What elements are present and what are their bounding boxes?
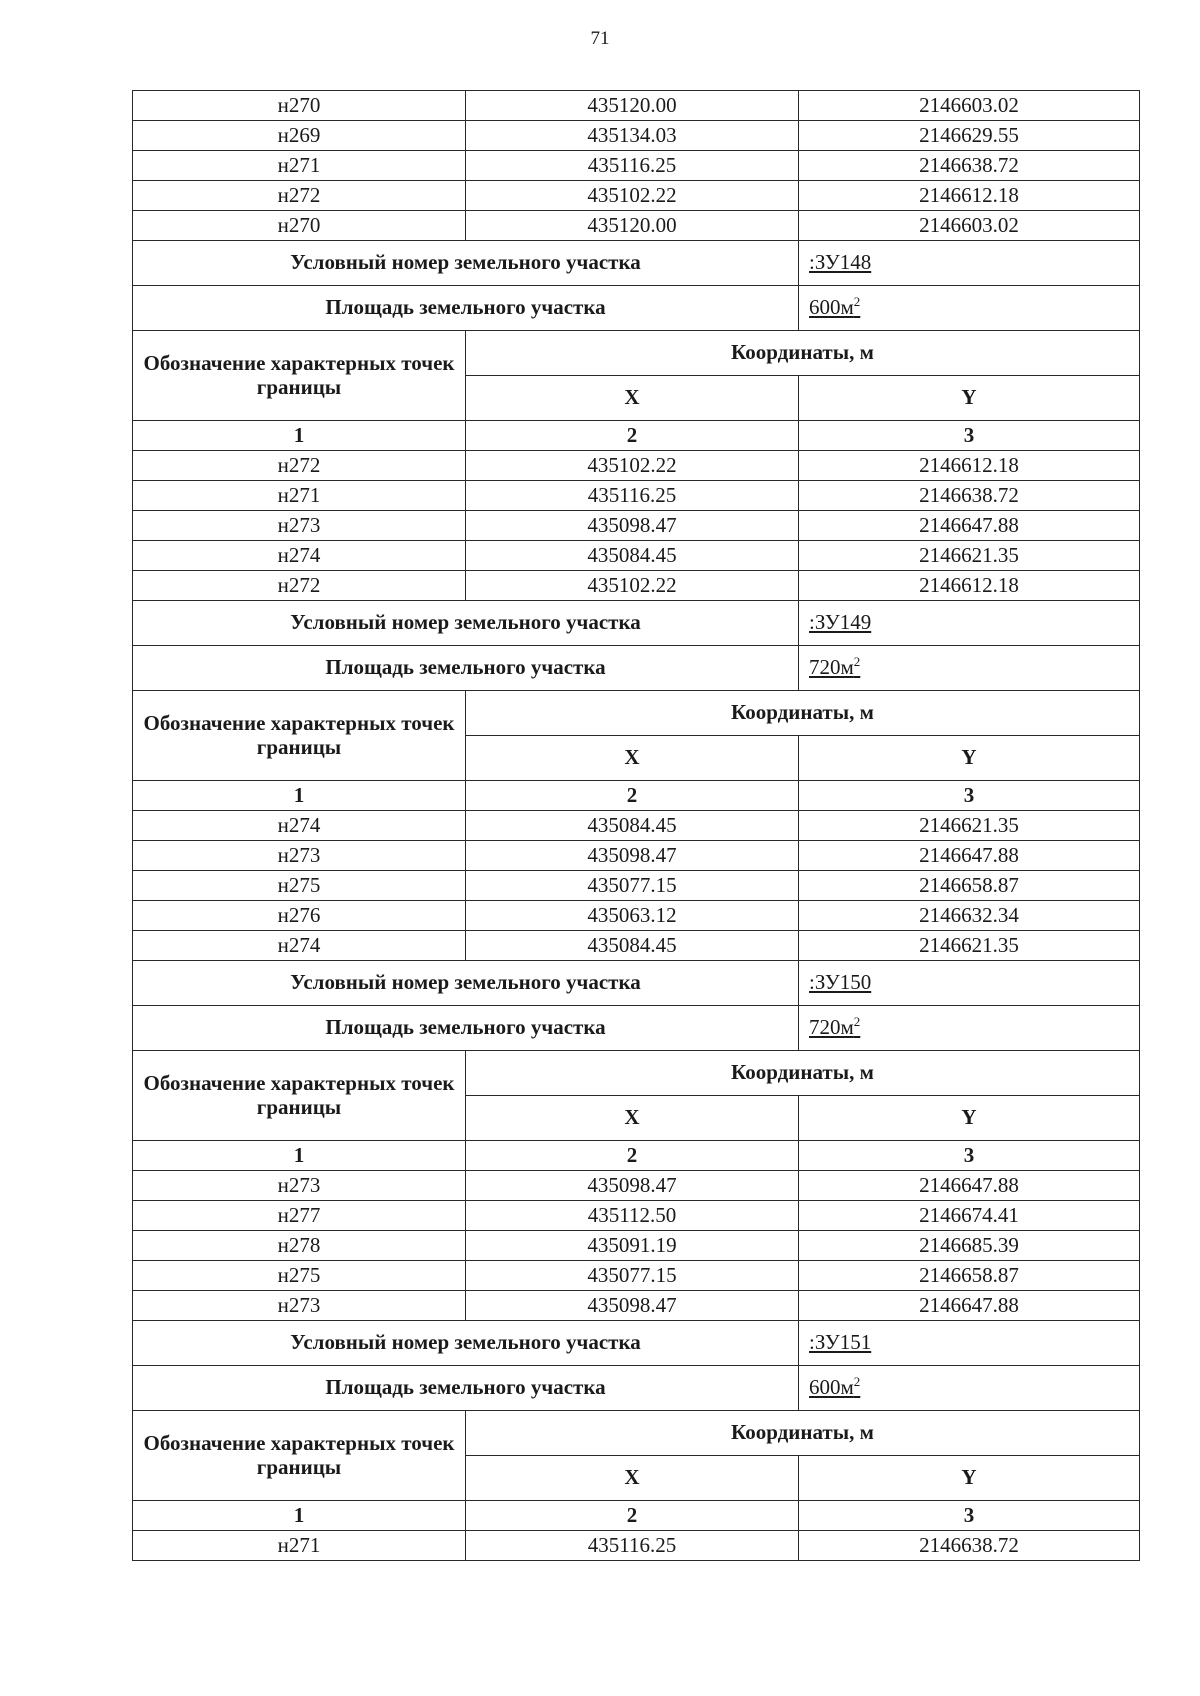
point-cell: н273 bbox=[133, 841, 466, 871]
point-cell: н274 bbox=[133, 541, 466, 571]
parcel-id: :ЗУ151 bbox=[809, 1330, 872, 1355]
table-row bbox=[133, 1261, 1140, 1291]
table-row bbox=[133, 1231, 1140, 1261]
parcel-area bbox=[809, 1375, 860, 1399]
parcel-area-row bbox=[133, 1006, 1140, 1051]
point-cell: н273 bbox=[133, 511, 466, 541]
y-cell: 2146603.02 bbox=[799, 91, 1140, 121]
parcel-area bbox=[809, 295, 860, 319]
y-cell: 2146612.18 bbox=[799, 451, 1140, 481]
coords-header: Координаты, м bbox=[466, 331, 1140, 376]
y-header: Y bbox=[799, 736, 1140, 781]
x-cell: 435077.15 bbox=[466, 871, 799, 901]
points-header: Обозначение характерных точек границы bbox=[133, 691, 466, 781]
parcel-area-row bbox=[133, 1366, 1140, 1411]
point-cell: н273 bbox=[133, 1171, 466, 1201]
x-cell: 435102.22 bbox=[466, 571, 799, 601]
table-row bbox=[133, 1291, 1140, 1321]
x-header: X bbox=[466, 1456, 799, 1501]
parcel-number-value bbox=[799, 961, 1140, 1006]
parcel-area-value bbox=[799, 646, 1140, 691]
x-header: X bbox=[466, 736, 799, 781]
point-cell: н275 bbox=[133, 1261, 466, 1291]
parcel-area-value bbox=[799, 1366, 1140, 1411]
column-number-row bbox=[133, 1141, 1140, 1171]
parcel-area-value bbox=[799, 1006, 1140, 1051]
area-unit: м bbox=[840, 655, 854, 680]
column-number-3: 3 bbox=[799, 421, 1140, 451]
column-number-row bbox=[133, 1501, 1140, 1531]
y-cell: 2146638.72 bbox=[799, 1531, 1140, 1561]
x-cell: 435098.47 bbox=[466, 1171, 799, 1201]
y-cell: 2146621.35 bbox=[799, 931, 1140, 961]
parcel-number-row bbox=[133, 601, 1140, 646]
points-header: Обозначение характерных точек границы bbox=[133, 331, 466, 421]
y-cell: 2146629.55 bbox=[799, 121, 1140, 151]
y-cell: 2146612.18 bbox=[799, 571, 1140, 601]
area-unit: м bbox=[840, 1015, 854, 1040]
parcel-number-value bbox=[799, 601, 1140, 646]
parcel-area-row bbox=[133, 286, 1140, 331]
y-header: Y bbox=[799, 376, 1140, 421]
point-cell: н270 bbox=[133, 91, 466, 121]
column-number-2: 2 bbox=[466, 1501, 799, 1531]
column-number-row bbox=[133, 781, 1140, 811]
y-cell: 2146647.88 bbox=[799, 511, 1140, 541]
parcel-area-label: Площадь земельного участка bbox=[133, 1366, 799, 1411]
parcel-area-row bbox=[133, 646, 1140, 691]
parcel-area bbox=[809, 655, 860, 679]
x-cell: 435102.22 bbox=[466, 451, 799, 481]
column-number-1: 1 bbox=[133, 781, 466, 811]
point-cell: н276 bbox=[133, 901, 466, 931]
table-row bbox=[133, 511, 1140, 541]
area-exponent: 2 bbox=[853, 294, 861, 310]
parcel-area-label: Площадь земельного участка bbox=[133, 1006, 799, 1051]
table-row bbox=[133, 181, 1140, 211]
area-unit: м bbox=[840, 1375, 854, 1400]
point-cell: н277 bbox=[133, 1201, 466, 1231]
coords-header: Координаты, м bbox=[466, 1051, 1140, 1096]
x-cell: 435091.19 bbox=[466, 1231, 799, 1261]
page-number: 71 bbox=[590, 28, 610, 49]
points-header: Обозначение характерных точек границы bbox=[133, 1411, 466, 1501]
table-row bbox=[133, 91, 1140, 121]
parcel-number-label: Условный номер земельного участка bbox=[133, 601, 799, 646]
point-cell: н278 bbox=[133, 1231, 466, 1261]
coords-header: Координаты, м bbox=[466, 691, 1140, 736]
table-row bbox=[133, 1531, 1140, 1561]
table-row bbox=[133, 121, 1140, 151]
x-cell: 435120.00 bbox=[466, 211, 799, 241]
parcel-area bbox=[809, 1015, 860, 1039]
parcel-area-label: Площадь земельного участка bbox=[133, 286, 799, 331]
table-row bbox=[133, 151, 1140, 181]
area-exponent: 2 bbox=[853, 1014, 861, 1030]
y-cell: 2146658.87 bbox=[799, 871, 1140, 901]
x-cell: 435084.45 bbox=[466, 931, 799, 961]
coordinates-table bbox=[132, 90, 1140, 1561]
parcel-area-value bbox=[799, 286, 1140, 331]
point-cell: н272 bbox=[133, 181, 466, 211]
point-cell: н271 bbox=[133, 151, 466, 181]
y-header: Y bbox=[799, 1096, 1140, 1141]
parcel-number-row bbox=[133, 241, 1140, 286]
y-cell: 2146632.34 bbox=[799, 901, 1140, 931]
x-cell: 435134.03 bbox=[466, 121, 799, 151]
table-row bbox=[133, 931, 1140, 961]
point-cell: н269 bbox=[133, 121, 466, 151]
area-unit: м bbox=[840, 295, 854, 320]
y-cell: 2146638.72 bbox=[799, 481, 1140, 511]
column-number-row bbox=[133, 421, 1140, 451]
x-header: X bbox=[466, 1096, 799, 1141]
x-cell: 435063.12 bbox=[466, 901, 799, 931]
point-cell: н273 bbox=[133, 1291, 466, 1321]
x-cell: 435098.47 bbox=[466, 841, 799, 871]
area-number: 720 bbox=[809, 1015, 841, 1040]
table-row bbox=[133, 571, 1140, 601]
point-cell: н274 bbox=[133, 811, 466, 841]
x-cell: 435120.00 bbox=[466, 91, 799, 121]
y-cell: 2146658.87 bbox=[799, 1261, 1140, 1291]
x-cell: 435116.25 bbox=[466, 151, 799, 181]
parcel-number-label: Условный номер земельного участка bbox=[133, 241, 799, 286]
column-number-1: 1 bbox=[133, 1501, 466, 1531]
y-cell: 2146647.88 bbox=[799, 1291, 1140, 1321]
x-cell: 435084.45 bbox=[466, 541, 799, 571]
table-row bbox=[133, 211, 1140, 241]
coords-header-row bbox=[133, 691, 1140, 736]
y-cell: 2146638.72 bbox=[799, 151, 1140, 181]
y-cell: 2146647.88 bbox=[799, 1171, 1140, 1201]
coords-header-row bbox=[133, 1411, 1140, 1456]
y-cell: 2146621.35 bbox=[799, 541, 1140, 571]
column-number-3: 3 bbox=[799, 1501, 1140, 1531]
x-cell: 435116.25 bbox=[466, 1531, 799, 1561]
y-cell: 2146685.39 bbox=[799, 1231, 1140, 1261]
area-number: 720 bbox=[809, 655, 841, 680]
area-number: 600 bbox=[809, 1375, 841, 1400]
coords-header: Координаты, м bbox=[466, 1411, 1140, 1456]
column-number-2: 2 bbox=[466, 781, 799, 811]
y-cell: 2146674.41 bbox=[799, 1201, 1140, 1231]
point-cell: н272 bbox=[133, 451, 466, 481]
points-header: Обозначение характерных точек границы bbox=[133, 1051, 466, 1141]
point-cell: н271 bbox=[133, 1531, 466, 1561]
point-cell: н272 bbox=[133, 571, 466, 601]
table-row bbox=[133, 1171, 1140, 1201]
table-row bbox=[133, 841, 1140, 871]
x-cell: 435102.22 bbox=[466, 181, 799, 211]
table-row bbox=[133, 811, 1140, 841]
x-cell: 435116.25 bbox=[466, 481, 799, 511]
area-number: 600 bbox=[809, 295, 841, 320]
point-cell: н270 bbox=[133, 211, 466, 241]
point-cell: н275 bbox=[133, 871, 466, 901]
table-row bbox=[133, 901, 1140, 931]
table-row bbox=[133, 541, 1140, 571]
table-row bbox=[133, 451, 1140, 481]
parcel-number-label: Условный номер земельного участка bbox=[133, 961, 799, 1006]
parcel-number-row bbox=[133, 1321, 1140, 1366]
x-cell: 435098.47 bbox=[466, 511, 799, 541]
parcel-number-value bbox=[799, 241, 1140, 286]
y-cell: 2146603.02 bbox=[799, 211, 1140, 241]
y-cell: 2146621.35 bbox=[799, 811, 1140, 841]
column-number-3: 3 bbox=[799, 1141, 1140, 1171]
y-header: Y bbox=[799, 1456, 1140, 1501]
area-exponent: 2 bbox=[853, 654, 861, 670]
table-row bbox=[133, 1201, 1140, 1231]
x-header: X bbox=[466, 376, 799, 421]
parcel-id: :ЗУ148 bbox=[809, 250, 872, 275]
column-number-1: 1 bbox=[133, 1141, 466, 1171]
x-cell: 435084.45 bbox=[466, 811, 799, 841]
x-cell: 435112.50 bbox=[466, 1201, 799, 1231]
y-cell: 2146612.18 bbox=[799, 181, 1140, 211]
parcel-number-label: Условный номер земельного участка bbox=[133, 1321, 799, 1366]
parcel-number-row bbox=[133, 961, 1140, 1006]
column-number-3: 3 bbox=[799, 781, 1140, 811]
point-cell: н274 bbox=[133, 931, 466, 961]
table-row bbox=[133, 481, 1140, 511]
column-number-2: 2 bbox=[466, 1141, 799, 1171]
parcel-id: :ЗУ149 bbox=[809, 610, 872, 635]
x-cell: 435077.15 bbox=[466, 1261, 799, 1291]
coords-header-row bbox=[133, 331, 1140, 376]
column-number-2: 2 bbox=[466, 421, 799, 451]
y-cell: 2146647.88 bbox=[799, 841, 1140, 871]
parcel-id: :ЗУ150 bbox=[809, 970, 872, 995]
column-number-1: 1 bbox=[133, 421, 466, 451]
table-row bbox=[133, 871, 1140, 901]
coords-header-row bbox=[133, 1051, 1140, 1096]
point-cell: н271 bbox=[133, 481, 466, 511]
parcel-number-value bbox=[799, 1321, 1140, 1366]
area-exponent: 2 bbox=[853, 1374, 861, 1390]
x-cell: 435098.47 bbox=[466, 1291, 799, 1321]
parcel-area-label: Площадь земельного участка bbox=[133, 646, 799, 691]
